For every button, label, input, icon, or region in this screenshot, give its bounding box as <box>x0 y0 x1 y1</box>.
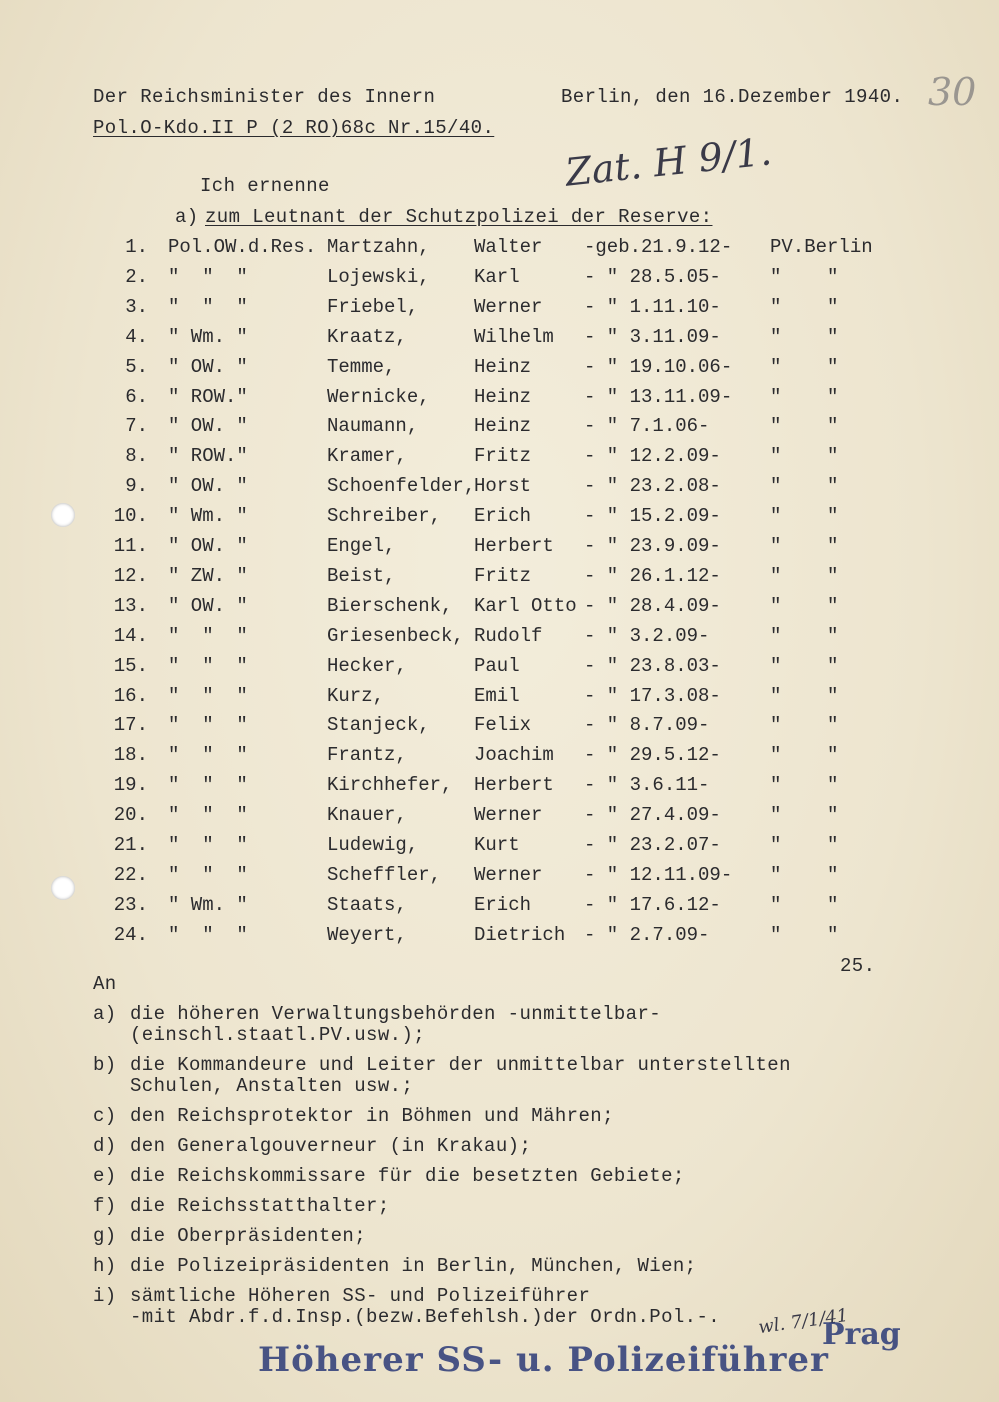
row-rank: " OW. " <box>168 355 248 378</box>
row-birth-date: - " 26.1.12- <box>584 564 721 587</box>
row-rank: " ROW." <box>168 385 248 408</box>
punch-hole-top <box>51 503 75 527</box>
row-unit: " " <box>770 684 839 707</box>
row-given-name: Erich <box>474 893 532 916</box>
recipient-letter: g) <box>93 1225 117 1247</box>
row-birth-date: - " 19.10.06- <box>584 355 733 378</box>
row-unit: " " <box>770 893 839 916</box>
row-given-name: Rudolf <box>474 624 543 647</box>
row-number: 20. <box>113 804 148 827</box>
row-rank: " " " <box>168 684 248 707</box>
row-birth-date: - " 29.5.12- <box>584 744 721 767</box>
recipient-letter: c) <box>93 1105 117 1127</box>
row-unit: " " <box>770 834 839 856</box>
recipient-letter: b) <box>93 1054 117 1076</box>
recipient-letter: i) <box>93 1285 117 1307</box>
recipient-text: den Reichsprotektor in Böhmen und Mähren; <box>130 1105 614 1127</box>
reference-number: Pol.O-Kdo.II P (2 RO)68c Nr.15/40. <box>93 117 495 139</box>
row-number: 8. <box>125 445 148 468</box>
recipient-text: die Polizeipräsidenten in Berlin, München, Wien; <box>130 1255 697 1277</box>
recipient-letter: h) <box>93 1255 117 1277</box>
row-number: 3. <box>125 295 148 318</box>
row-rank: " ROW." <box>168 445 248 468</box>
row-surname: Temme, <box>327 355 396 378</box>
row-surname: Lojewski, <box>327 265 430 288</box>
row-number: 12. <box>113 564 148 587</box>
row-given-name: Heinz <box>474 385 532 408</box>
row-unit: " " <box>770 535 839 557</box>
row-unit: " " <box>770 624 839 647</box>
row-rank: " " " <box>168 774 248 797</box>
row-unit: " " <box>770 654 839 677</box>
row-birth-date: - " 15.2.09- <box>584 505 721 528</box>
row-birth-date: - " 13.11.09- <box>584 385 733 408</box>
row-birth-date: - " 12.11.09- <box>584 863 733 886</box>
row-rank: " " " <box>168 923 248 946</box>
row-birth-date: - " 12.2.09- <box>584 445 721 468</box>
row-number: 11. <box>113 535 148 557</box>
row-number: 13. <box>113 594 148 617</box>
row-birth-date: - " 23.9.09- <box>584 535 721 557</box>
row-surname: Schoenfelder, <box>327 475 476 498</box>
row-birth-date: - " 27.4.09- <box>584 804 721 827</box>
row-unit: " " <box>770 923 839 946</box>
row-number: 10. <box>113 505 148 528</box>
row-number: 9. <box>125 475 148 498</box>
row-surname: Engel, <box>327 535 396 557</box>
row-rank: " OW. " <box>168 594 248 617</box>
row-surname: Kurz, <box>327 684 385 707</box>
row-unit: PV.Berlin <box>770 236 873 258</box>
row-surname: Kirchhefer, <box>327 774 453 797</box>
recipient-text: sämtliche Höheren SS- und Polizeiführer <box>130 1285 591 1307</box>
row-number: 6. <box>125 385 148 408</box>
row-surname: Schreiber, <box>327 505 442 528</box>
row-unit: " " <box>770 804 839 827</box>
row-given-name: Paul <box>474 654 520 677</box>
row-birth-date: - " 17.3.08- <box>584 684 721 707</box>
row-given-name: Emil <box>474 684 520 707</box>
row-given-name: Karl <box>474 265 520 288</box>
row-birth-date: -geb.21.9.12- <box>584 236 733 258</box>
row-number: 22. <box>113 863 148 886</box>
continuation-number: 25. <box>840 955 876 977</box>
row-rank: " " " <box>168 265 248 288</box>
row-unit: " " <box>770 863 839 886</box>
row-surname: Wernicke, <box>327 385 430 408</box>
handwritten-initials: wl. 7/1/41 <box>756 1304 850 1339</box>
row-given-name: Fritz <box>474 564 532 587</box>
row-given-name: Fritz <box>474 445 532 468</box>
folio-number: 30 <box>928 70 977 114</box>
row-given-name: Herbert <box>474 774 554 797</box>
row-rank: " OW. " <box>168 415 248 438</box>
authority-stamp: Höherer SS- u. Polizeiführer <box>258 1340 829 1380</box>
recipient-text: die höheren Verwaltungsbehörden -unmittelbar- <box>130 1003 662 1025</box>
intro-line: Ich ernenne <box>200 175 330 197</box>
row-given-name: Felix <box>474 714 532 737</box>
row-surname: Knauer, <box>327 804 407 827</box>
recipient-letter: f) <box>93 1195 117 1217</box>
row-birth-date: - " 8.7.09- <box>584 714 710 737</box>
row-rank: Pol.OW.d.Res. <box>168 236 317 258</box>
row-given-name: Kurt <box>474 834 520 856</box>
row-rank: " Wm. " <box>168 505 248 528</box>
handwritten-note: Zat. H 9/1. <box>563 129 774 195</box>
row-rank: " ZW. " <box>168 564 248 587</box>
section-title: zum Leutnant der Schutzpolizei der Reserve: <box>205 206 713 228</box>
row-given-name: Karl Otto <box>474 594 577 617</box>
recipient-text: den Generalgouverneur (in Krakau); <box>130 1135 532 1157</box>
row-rank: " " " <box>168 624 248 647</box>
row-number: 4. <box>125 325 148 348</box>
section-prefix: a) <box>175 206 199 228</box>
row-unit: " " <box>770 325 839 348</box>
row-birth-date: - " 3.11.09- <box>584 325 721 348</box>
row-rank: " " " <box>168 834 248 856</box>
place-date: Berlin, den 16.Dezember 1940. <box>561 86 904 108</box>
row-given-name: Werner <box>474 295 543 318</box>
row-surname: Bierschenk, <box>327 594 453 617</box>
row-unit: " " <box>770 594 839 617</box>
row-surname: Stanjeck, <box>327 714 430 737</box>
row-number: 19. <box>113 774 148 797</box>
row-birth-date: - " 3.2.09- <box>584 624 710 647</box>
row-birth-date: - " 3.6.11- <box>584 774 710 797</box>
row-birth-date: - " 7.1.06- <box>584 415 710 438</box>
row-given-name: Walter <box>474 236 543 258</box>
row-number: 7. <box>125 415 148 438</box>
row-unit: " " <box>770 564 839 587</box>
row-birth-date: - " 28.4.09- <box>584 594 721 617</box>
row-number: 2. <box>125 265 148 288</box>
row-number: 16. <box>113 684 148 707</box>
row-surname: Scheffler, <box>327 863 442 886</box>
row-birth-date: - " 23.8.03- <box>584 654 721 677</box>
row-birth-date: - " 2.7.09- <box>584 923 710 946</box>
row-birth-date: - " 28.5.05- <box>584 265 721 288</box>
row-rank: " OW. " <box>168 535 248 557</box>
row-number: 21. <box>113 834 148 856</box>
recipient-letter: e) <box>93 1165 117 1187</box>
row-number: 5. <box>125 355 148 378</box>
row-number: 23. <box>113 893 148 916</box>
place-stamp: Prag <box>822 1317 901 1352</box>
recipient-text: die Oberpräsidenten; <box>130 1225 367 1247</box>
recipient-text: die Reichskommissare für die besetzten Gebiete; <box>130 1165 685 1187</box>
row-given-name: Heinz <box>474 355 532 378</box>
row-number: 17. <box>113 714 148 737</box>
row-rank: " Wm. " <box>168 325 248 348</box>
row-unit: " " <box>770 445 839 468</box>
row-surname: Naumann, <box>327 415 419 438</box>
row-rank: " OW. " <box>168 475 248 498</box>
recipient-text: die Reichsstatthalter; <box>130 1195 390 1217</box>
row-surname: Martzahn, <box>327 236 430 258</box>
row-given-name: Joachim <box>474 744 554 767</box>
row-rank: " " " <box>168 863 248 886</box>
row-rank: " Wm. " <box>168 893 248 916</box>
row-surname: Griesenbeck, <box>327 624 464 647</box>
row-surname: Staats, <box>327 893 407 916</box>
row-birth-date: - " 23.2.07- <box>584 834 721 856</box>
row-rank: " " " <box>168 295 248 318</box>
row-birth-date: - " 17.6.12- <box>584 893 721 916</box>
row-surname: Hecker, <box>327 654 407 677</box>
row-birth-date: - " 1.11.10- <box>584 295 721 318</box>
row-rank: " " " <box>168 714 248 737</box>
row-number: 24. <box>113 923 148 946</box>
row-rank: " " " <box>168 744 248 767</box>
row-given-name: Werner <box>474 804 543 827</box>
row-surname: Weyert, <box>327 923 407 946</box>
row-birth-date: - " 23.2.08- <box>584 475 721 498</box>
row-unit: " " <box>770 295 839 318</box>
recipient-text: Schulen, Anstalten usw.; <box>130 1075 414 1097</box>
row-number: 15. <box>113 654 148 677</box>
row-unit: " " <box>770 355 839 378</box>
recipient-text: (einschl.staatl.PV.usw.); <box>130 1024 426 1046</box>
row-unit: " " <box>770 774 839 797</box>
row-rank: " " " <box>168 804 248 827</box>
row-number: 14. <box>113 624 148 647</box>
row-surname: Kraatz, <box>327 325 407 348</box>
row-surname: Friebel, <box>327 295 419 318</box>
row-given-name: Dietrich <box>474 923 566 946</box>
recipient-letter: d) <box>93 1135 117 1157</box>
sender-line: Der Reichsminister des Innern <box>93 86 436 108</box>
row-unit: " " <box>770 744 839 767</box>
row-unit: " " <box>770 265 839 288</box>
row-unit: " " <box>770 505 839 528</box>
row-number: 1. <box>125 236 148 258</box>
row-unit: " " <box>770 415 839 438</box>
row-surname: Kramer, <box>327 445 407 468</box>
row-given-name: Werner <box>474 863 543 886</box>
recipient-letter: a) <box>93 1003 117 1025</box>
row-unit: " " <box>770 385 839 408</box>
row-given-name: Herbert <box>474 535 554 557</box>
row-unit: " " <box>770 475 839 498</box>
punch-hole-bottom <box>51 876 75 900</box>
recipient-text: die Kommandeure und Leiter der unmittelbar unterstellten <box>130 1054 791 1076</box>
row-given-name: Horst <box>474 475 532 498</box>
row-rank: " " " <box>168 654 248 677</box>
row-number: 18. <box>113 744 148 767</box>
row-given-name: Wilhelm <box>474 325 554 348</box>
row-given-name: Erich <box>474 505 532 528</box>
row-surname: Frantz, <box>327 744 407 767</box>
row-surname: Ludewig, <box>327 834 419 856</box>
row-given-name: Heinz <box>474 415 532 438</box>
recipients-heading: An <box>93 973 117 995</box>
recipient-text: -mit Abdr.f.d.Insp.(bezw.Befehlsh.)der Ordn.Pol.-. <box>130 1306 721 1328</box>
row-surname: Beist, <box>327 564 396 587</box>
row-unit: " " <box>770 714 839 737</box>
